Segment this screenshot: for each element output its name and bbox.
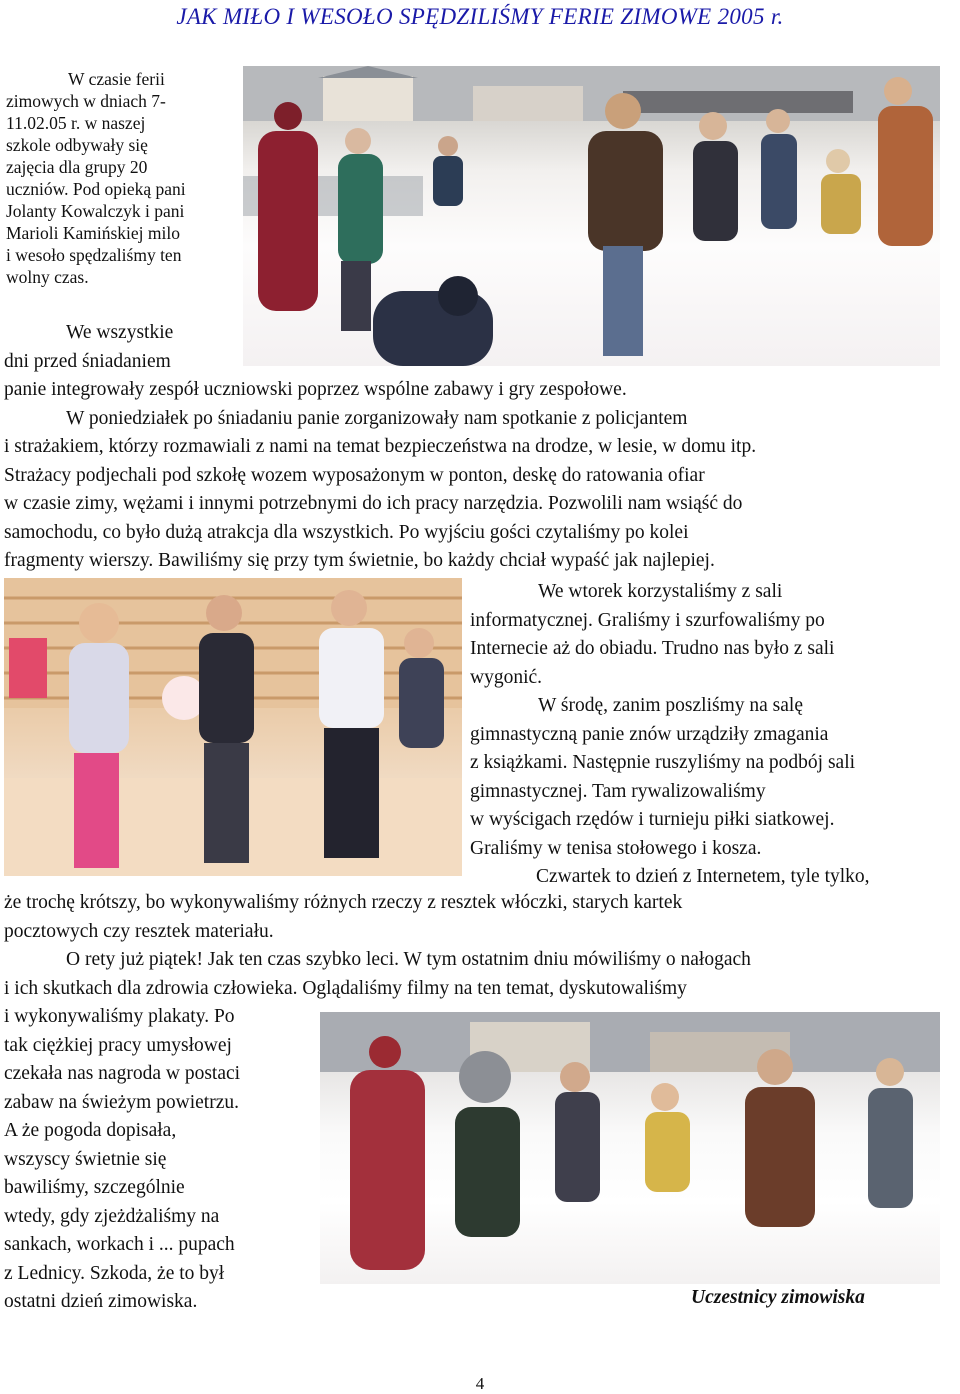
text-line: fragmenty wierszy. Bawiliśmy się przy tym świetnie, bo każdy chciał wypaść jak najlepiej. [4,550,715,571]
text-line: gimnastyczną panie znów urządziły zmagania [470,723,829,745]
right-column-paragraph [470,578,870,892]
text-line: uczniów. Pod opieką pani [6,179,186,199]
person-right-edge [868,1058,913,1208]
text-line: A że pogoda dopisała, [4,1120,177,1141]
person-crouching [373,276,493,366]
left-column-paragraph [4,1003,240,1317]
text-line: zabaw na świeżym powietrzu. [4,1091,239,1113]
paragraph-before-breakfast [4,319,173,376]
text-line: Czwartek to dzień z Internetem, tyle tylko, [536,866,870,887]
text-line: panie integrowały zespół uczniowski poprzez wspólne zabawy i gry zespołowe. [4,379,627,400]
text-line: sankach, workach i ... pupach [4,1234,235,1255]
person-child [433,136,463,206]
person-boy-dark [199,595,254,863]
text-line: w wyścigach rzędów i turnieju piłki siatkowej. [470,809,835,830]
main-paragraph-1 [4,376,756,576]
text-line: Graliśmy w tenisa stołowego i kosza. [470,837,762,859]
text-line: O rety już piątek! Jak ten czas szybko leci. W tym ostatnim dniu mówiliśmy o nałogach [66,949,751,970]
text-line: Strażacy podjechali pod szkołę wozem wyposażonym w ponton, deskę do ratowania ofiar [4,464,705,486]
person-red-coat [258,102,318,311]
text-line: i wykonywaliśmy plakaty. Po [4,1006,235,1027]
text-line: pocztowych czy resztek materiału. [4,920,274,942]
text-line: szkole odbywały się [6,135,148,155]
photo-snow-group [320,1012,940,1284]
text-line: samochodu, co było dużą atrakcja dla wszystkich. Po wyjściu gości czytaliśmy po kolei [4,521,689,543]
text-line: zimowych w dniach 7- [6,91,166,111]
photo-gym-hall [4,578,462,876]
page-number: 4 [475,1374,485,1393]
text-line: We wszystkie [66,322,174,343]
text-line: dni przed śniadaniem [4,350,171,372]
text-line: Jolanty Kowalczyk i pani [6,201,185,221]
text-line: wtedy, gdy zjeżdżaliśmy na [4,1205,220,1227]
text-line: wolny czas. [6,267,89,287]
text-line: ostatni dzień zimowiska. [4,1291,198,1312]
main-paragraph-2 [4,889,751,1003]
text-line: i wesoło spędzaliśmy ten [6,245,182,265]
person-brown-jacket [588,93,663,356]
text-line: z książkami. Następnie ruszyliśmy na podbój sali [470,752,856,773]
text-line: 11.02.05 r. w naszej [6,113,146,133]
person-brown-jacket [745,1049,815,1227]
text-line: czekała nas nagroda w postaci [4,1063,241,1084]
text-line: tak ciężkiej pracy umysłowej [4,1034,232,1056]
text-line: zajęcia dla grupy 20 [6,157,148,177]
page-title: JAK MIŁO I WESOŁO SPĘDZILIŚMY FERIE ZIMOWE 2005 r. [176,4,784,29]
text-line: wygonić. [470,666,543,688]
person-fur-hat [455,1051,520,1237]
text-line: i strażakiem, którzy rozmawiali z nami na temat bezpieczeństwa na drodze, w lesie, w domu itp. [4,436,757,457]
person-yellow [645,1083,690,1192]
text-line: że trochę krótszy, bo wykonywaliśmy różnych rzeczy z resztek włóczki, starych kartek [4,892,683,913]
text-line: informatycznej. Graliśmy i szurfowaliśmy po [470,609,825,631]
person-center [555,1062,600,1202]
text-line: w czasie zimy, wężami i innymi potrzebnymi do ich pracy narzędzia. Pozwolili nam wsiąść do [4,493,743,514]
text-line: W środę, zanim poszliśmy na salę [538,695,803,716]
text-line: bawiliśmy, szczególnie [4,1177,185,1198]
text-line: Internecie aż do obiadu. Trudno nas było z sali [470,638,835,659]
person-boy-tracksuit [319,590,384,858]
photo-winter-games [243,66,940,366]
text-line: z Lednicy. Szkoda, że to był [4,1262,225,1284]
person-green-jacket [338,128,383,331]
text-line: gimnastycznej. Tam rywalizowaliśmy [470,780,766,802]
intro-paragraph [6,68,186,288]
text-line: W czasie ferii [68,69,165,89]
photo-caption: Uczestnicy zimowiska [691,1287,865,1308]
text-line: wszyscy świetnie się [4,1148,167,1170]
text-line: W poniedziałek po śniadaniu panie zorganizowały nam spotkanie z policjantem [66,407,688,429]
text-line: i ich skutkach dla zdrowia człowieka. Oglądaliśmy filmy na ten temat, dyskutowaliśmy [4,977,687,999]
text-line: Marioli Kamińskiej milo [6,223,181,243]
text-line: We wtorek korzystaliśmy z sali [538,581,783,602]
